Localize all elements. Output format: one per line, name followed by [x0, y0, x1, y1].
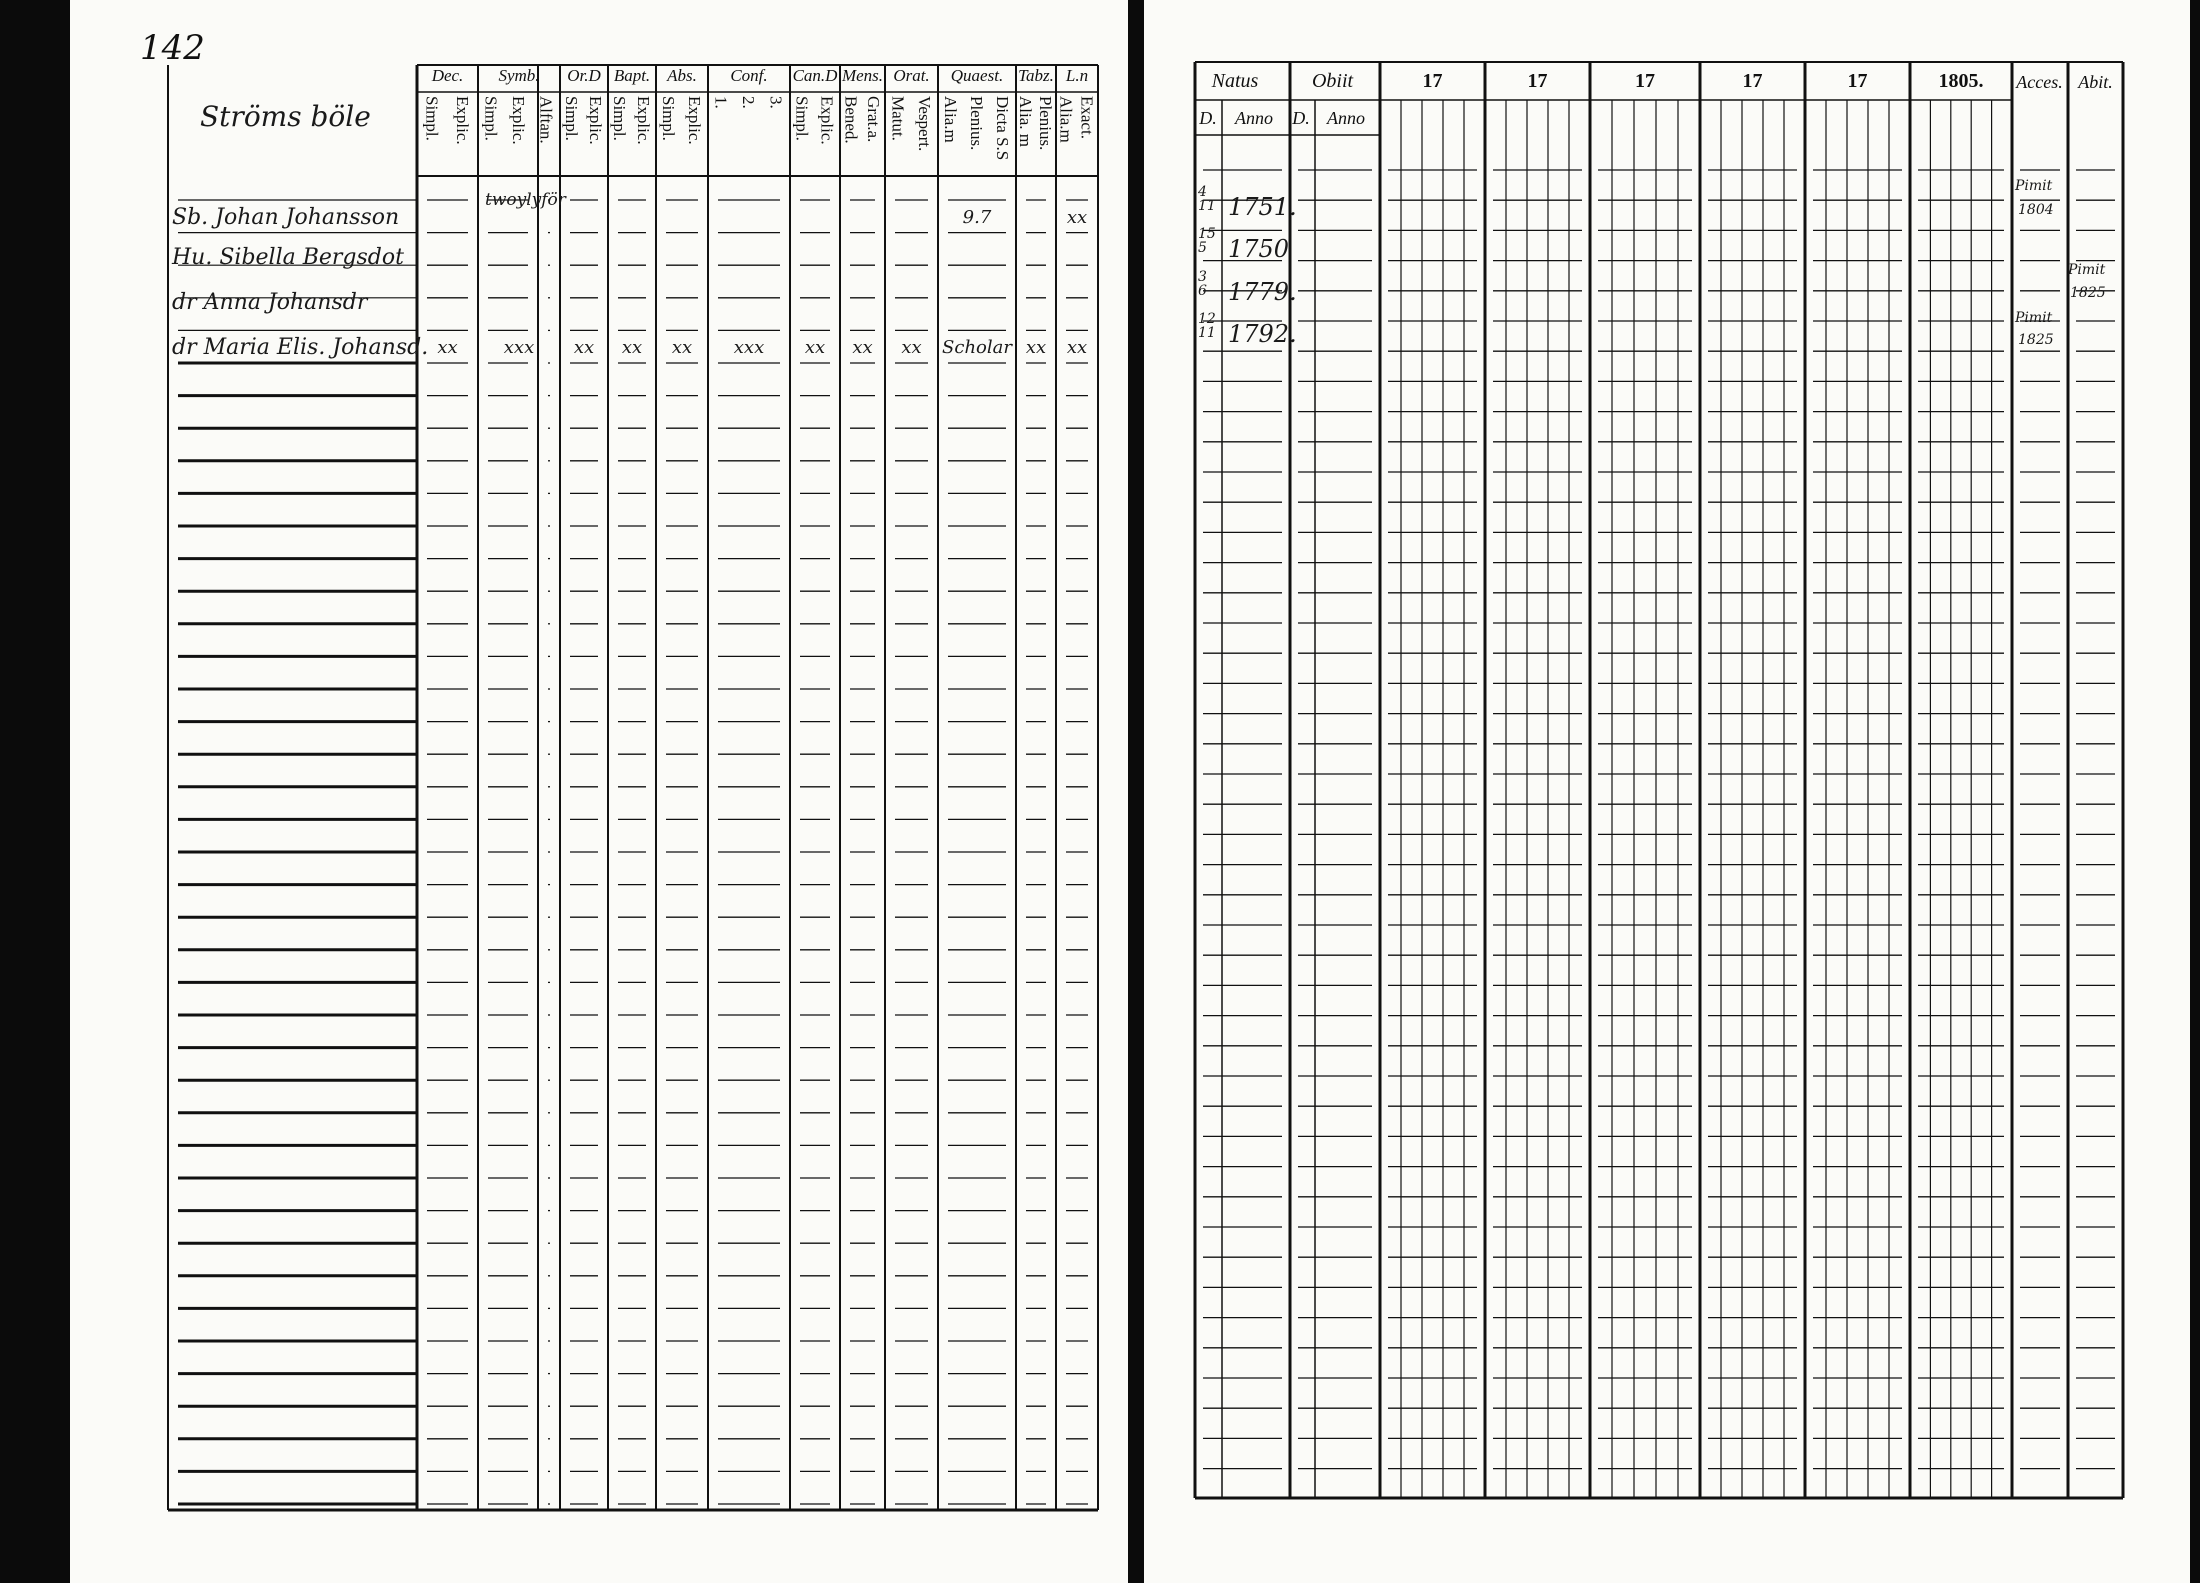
cell-mark: 9.7: [962, 207, 992, 228]
cell-mark: xx: [573, 337, 595, 358]
column-subheader: Alftan.: [536, 96, 556, 144]
column-subheader: Plenius.: [1036, 96, 1055, 151]
cell-mark: xx: [1066, 207, 1088, 228]
birth-day: 3 6: [1198, 269, 1207, 299]
obiit-anno-header: Anno: [1327, 108, 1365, 128]
column-subheader: Alia.m: [1056, 96, 1076, 143]
year-column-header: 17: [1635, 70, 1655, 92]
cell-mark: xx: [804, 337, 826, 358]
column-subheader: Explic.: [817, 96, 837, 145]
column-subheader: 2.: [739, 96, 758, 109]
person-name: dr Maria Elis. Johansd.: [172, 335, 429, 360]
person-name: Sb. Johan Johansson: [172, 205, 400, 230]
cell-mark: xxx: [733, 337, 765, 358]
birth-year: 1750: [1228, 235, 1290, 263]
column-subheader: Simpl.: [659, 96, 678, 141]
cell-mark: xx: [1066, 337, 1088, 358]
column-header: Bapt.: [613, 66, 651, 85]
column-header: L.n: [1065, 66, 1089, 85]
cell-mark: xx: [671, 337, 693, 358]
column-subheader: Plenius.: [967, 96, 986, 151]
column-subheader: Explic.: [586, 96, 605, 145]
column-subheader: 1.: [711, 96, 731, 109]
year-column-header: 1805.: [1938, 70, 1984, 92]
year-column-header: 17: [1422, 70, 1443, 92]
column-subheader: Dicta S.S: [993, 96, 1012, 161]
column-subheader: Alia.m: [941, 96, 960, 143]
natus-day-header: D.: [1199, 108, 1217, 128]
column-subheader: Explic.: [634, 96, 653, 145]
column-header: Can.D: [792, 66, 838, 85]
person-name: Hu. Sibella Bergsdot: [172, 245, 404, 270]
year-column-header: 17: [1847, 70, 1868, 92]
column-subheader: Simpl.: [610, 96, 629, 141]
place-name: Ströms böle: [200, 100, 371, 133]
natus-anno-header: Anno: [1235, 108, 1273, 128]
accessit-note: 1825: [2070, 285, 2106, 301]
column-subheader: Bened.: [841, 96, 861, 144]
cell-mark: xx: [852, 337, 873, 358]
column-subheader: Alia. m: [1016, 96, 1035, 147]
abiit-header: Abit.: [2078, 72, 2113, 92]
birth-year: 1792.: [1228, 320, 1297, 348]
column-header: Symb.: [498, 66, 540, 85]
accessit-header: Acces.: [2016, 72, 2063, 92]
year-column-header: 17: [1742, 70, 1763, 92]
accessit-note: Pimit: [2015, 310, 2053, 326]
birth-day: 12 11: [1198, 311, 1216, 341]
column-subheader: Explic.: [509, 96, 528, 145]
column-subheader: Vespert.: [914, 96, 934, 152]
column-subheader: Matut.: [888, 96, 908, 141]
column-header: Dec.: [431, 66, 464, 85]
birth-day: 4 11: [1198, 184, 1216, 214]
column-header: Mens.: [841, 66, 884, 85]
column-header: Quaest.: [950, 66, 1004, 85]
cell-mark: xx: [621, 337, 643, 358]
natus-header: Natus: [1211, 70, 1259, 92]
person-name: dr Anna Johansdr: [172, 290, 368, 315]
year-column-header: 17: [1527, 70, 1548, 92]
accessit-note: Pimit: [2068, 262, 2106, 278]
cell-mark: xx: [437, 337, 458, 358]
column-subheader: Simpl.: [481, 96, 501, 141]
column-subheader: Explic.: [452, 96, 472, 145]
cell-mark: xxx: [503, 337, 535, 358]
cell-mark: Scholar: [942, 337, 1012, 358]
column-subheader: Simpl.: [562, 96, 581, 141]
column-subheader: Simpl.: [422, 96, 442, 141]
accessit-note: 1825: [2018, 332, 2054, 348]
cell-mark: xx: [901, 337, 922, 358]
column-header: Tabz.: [1018, 66, 1054, 85]
page-number: 142: [140, 28, 205, 68]
column-header: Abs.: [667, 66, 697, 85]
column-header: Conf.: [730, 66, 768, 85]
obiit-header: Obiit: [1311, 70, 1354, 92]
cell-mark: xx: [1025, 337, 1047, 358]
birth-year: 1751.: [1228, 193, 1297, 221]
column-subheader: Grat.a.: [863, 96, 883, 143]
column-subheader: Explic.: [685, 96, 704, 145]
column-header: Or.D: [567, 66, 601, 85]
accessit-note: 1804: [2018, 202, 2054, 218]
column-header: Orat.: [893, 66, 930, 85]
accessit-note: Pimit: [2015, 178, 2053, 194]
birth-day: 15 5: [1198, 226, 1216, 256]
person-note: twoylyför: [485, 190, 566, 210]
column-subheader: 3.: [766, 96, 786, 109]
column-subheader: Exact.: [1077, 96, 1097, 139]
column-subheader: Simpl.: [792, 96, 812, 141]
birth-year: 1779.: [1228, 278, 1297, 306]
obiit-day-header: D.: [1292, 108, 1310, 128]
